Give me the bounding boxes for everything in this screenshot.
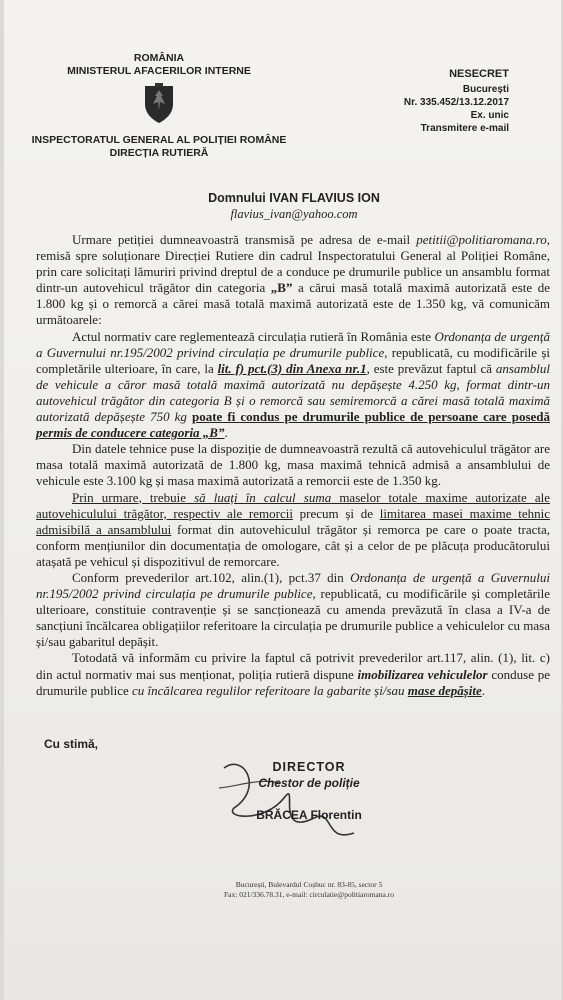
signatory-rank: Chestor de poliție xyxy=(258,776,360,790)
text: Totodată vă informăm cu privire la faptul că potrivit prevederilor art.117, alin. (1), lit. c) din actul normativ mai sus menționat, poliția rutieră dispune xyxy=(36,650,550,682)
letter-body xyxy=(36,232,550,699)
direction-name: DIRECȚIA RUTIERĂ xyxy=(109,147,209,159)
paragraph-3: Din datele tehnice puse la dispoziție de dumneavoastră rezultă că autovehiculul trăgător are masa totală maximă autorizată de 1.800 kg, masa maximă tehnică admisă a ansamblului de vehicule este 3.100 kg și masa maximă autorizată a remorcii este de 1.350 kg. xyxy=(36,441,550,489)
quoted-rule: ansamblul de vehicule a căror masă totală maximă autorizată nu depășește 4.250 kg, format dintr-un autovehicul trăgător din categoria B și o remorcă sau semiremorcă a cărei masă totală maximă autorizată depășește 750 kg xyxy=(36,360,551,425)
text: , este prevăzut faptul că xyxy=(366,360,496,376)
letterhead-right xyxy=(359,68,509,135)
coat-of-arms-icon xyxy=(141,82,177,124)
recipient-block xyxy=(164,191,424,222)
text: Prin urmare, trebuie xyxy=(72,489,195,505)
text: să luați în calcul suma xyxy=(194,489,332,505)
exceeded-mass-term: mase depășite xyxy=(407,682,482,698)
permit-category: permis de conducere categoria „B” xyxy=(36,425,225,441)
letter-footer xyxy=(194,880,424,900)
classification-label: NESECRET xyxy=(449,68,509,80)
text: maselor totale maxime autorizate ale autovehiculului trăgător, respectiv ale remorcii xyxy=(36,489,550,521)
country-name: ROMÂNIA xyxy=(133,52,185,64)
ministry-name: MINISTERUL AFACERILOR INTERNE xyxy=(67,65,251,77)
paragraph-6 xyxy=(36,650,550,698)
category-label: „B” xyxy=(270,280,293,296)
text: precum și de xyxy=(292,505,380,521)
paragraph-2 xyxy=(36,329,550,442)
paragraph-1 xyxy=(36,232,550,329)
signatory-name: BRĂCEA Florentin xyxy=(256,808,362,822)
ordinance-title: Ordonanța de urgență a Guvernului nr.195/2002 privind circulația pe drumurile publice xyxy=(36,328,550,360)
text: Conform prevederilor art.102, alin.(1), pct.37 din xyxy=(72,569,351,585)
legal-reference: lit. f) pct.(3) din Anexa nr.1 xyxy=(217,360,367,376)
registration-number: Nr. 335.452/13.12.2017 xyxy=(403,97,509,108)
footer-address: București, Bulevardul Coșbuc nr. 83-85, sector 5 xyxy=(235,880,383,889)
recipient-name: Domnului IVAN FLAVIUS ION xyxy=(208,191,380,205)
text: Actul normativ care reglementează circulația rutieră în România este xyxy=(72,328,435,344)
text: cu încălcarea regulilor referitoare la gabarite și/sau xyxy=(132,682,408,698)
text: , republicată, cu modificările și completările ulterioare, constituie contravenție și se sancționează cu amenda prevăzută în clasa a IV-a de sancțiuni încălcarea obligațiilor referitoare la circulația pe drumurile publice a vehiculelor cu masa și/sau gabaritul depășit. xyxy=(36,586,550,650)
letterhead-left xyxy=(14,52,304,160)
signatory-title: DIRECTOR xyxy=(272,760,346,774)
text: Urmare petiției dumneavoastră transmisă pe adresa de e-mail xyxy=(72,232,417,247)
text: . xyxy=(224,425,228,441)
text: . xyxy=(481,682,486,698)
immobilization-term: imobilizarea vehiculelor xyxy=(357,666,488,682)
text: format din autovehiculul trăgător și remorca pe care o poate tracta, conform mențiunilor din documentația de omologare, cât și a celor de pe plăcuța producătorului atașată pe vehicul și dispozitivul de remorcare. xyxy=(36,521,550,569)
copies-label: Ex. unic xyxy=(470,110,509,121)
text: conduse pe drumurile publice xyxy=(36,666,550,698)
letter-page xyxy=(4,0,561,1000)
city-label: București xyxy=(462,84,509,95)
text: a cărui masă totală maximă autorizată este de 1.800 kg și o remorcă a cărei masă totală maximă autorizată este de 1.350 kg, vă comunicăm următoarele: xyxy=(36,280,550,328)
recipient-email: flavius_ivan@yahoo.com xyxy=(230,207,358,221)
signature-block xyxy=(209,760,409,822)
petition-email-link: petitii@politiaromana.ro xyxy=(416,232,547,247)
footer-contact: Fax: 021/336.78.31, e-mail: circulatie@politiaromana.ro xyxy=(224,890,394,899)
inspectorate-name: INSPECTORATUL GENERAL AL POLIȚIEI ROMÂNE xyxy=(31,134,287,146)
rule-conclusion: poate fi condus pe drumurile publice de persoane care posedă xyxy=(192,409,550,425)
closing-salutation: Cu stimă, xyxy=(44,737,99,751)
text: , republicată, cu modificările și completările ulterioare, în care, la xyxy=(36,344,550,376)
transmission-label: Transmitere e-mail xyxy=(420,123,509,134)
text: , remisă spre soluționare Direcției Rutiere din cadrul Inspectoratului General al Poliției Române, prin care solicitați lămuriri privind dreptul de a conduce pe drumurile publice un ansamblu format dintr-un autovehicul trăgător din categoria xyxy=(36,232,550,296)
paragraph-5 xyxy=(36,570,550,650)
ordinance-title: Ordonanța de urgență a Guvernului nr.195/2002 privind circulația pe drumurile publice xyxy=(36,569,550,602)
paragraph-4 xyxy=(36,490,550,570)
text: limitarea masei maxime tehnic admisibilă a ansamblului xyxy=(36,505,550,537)
